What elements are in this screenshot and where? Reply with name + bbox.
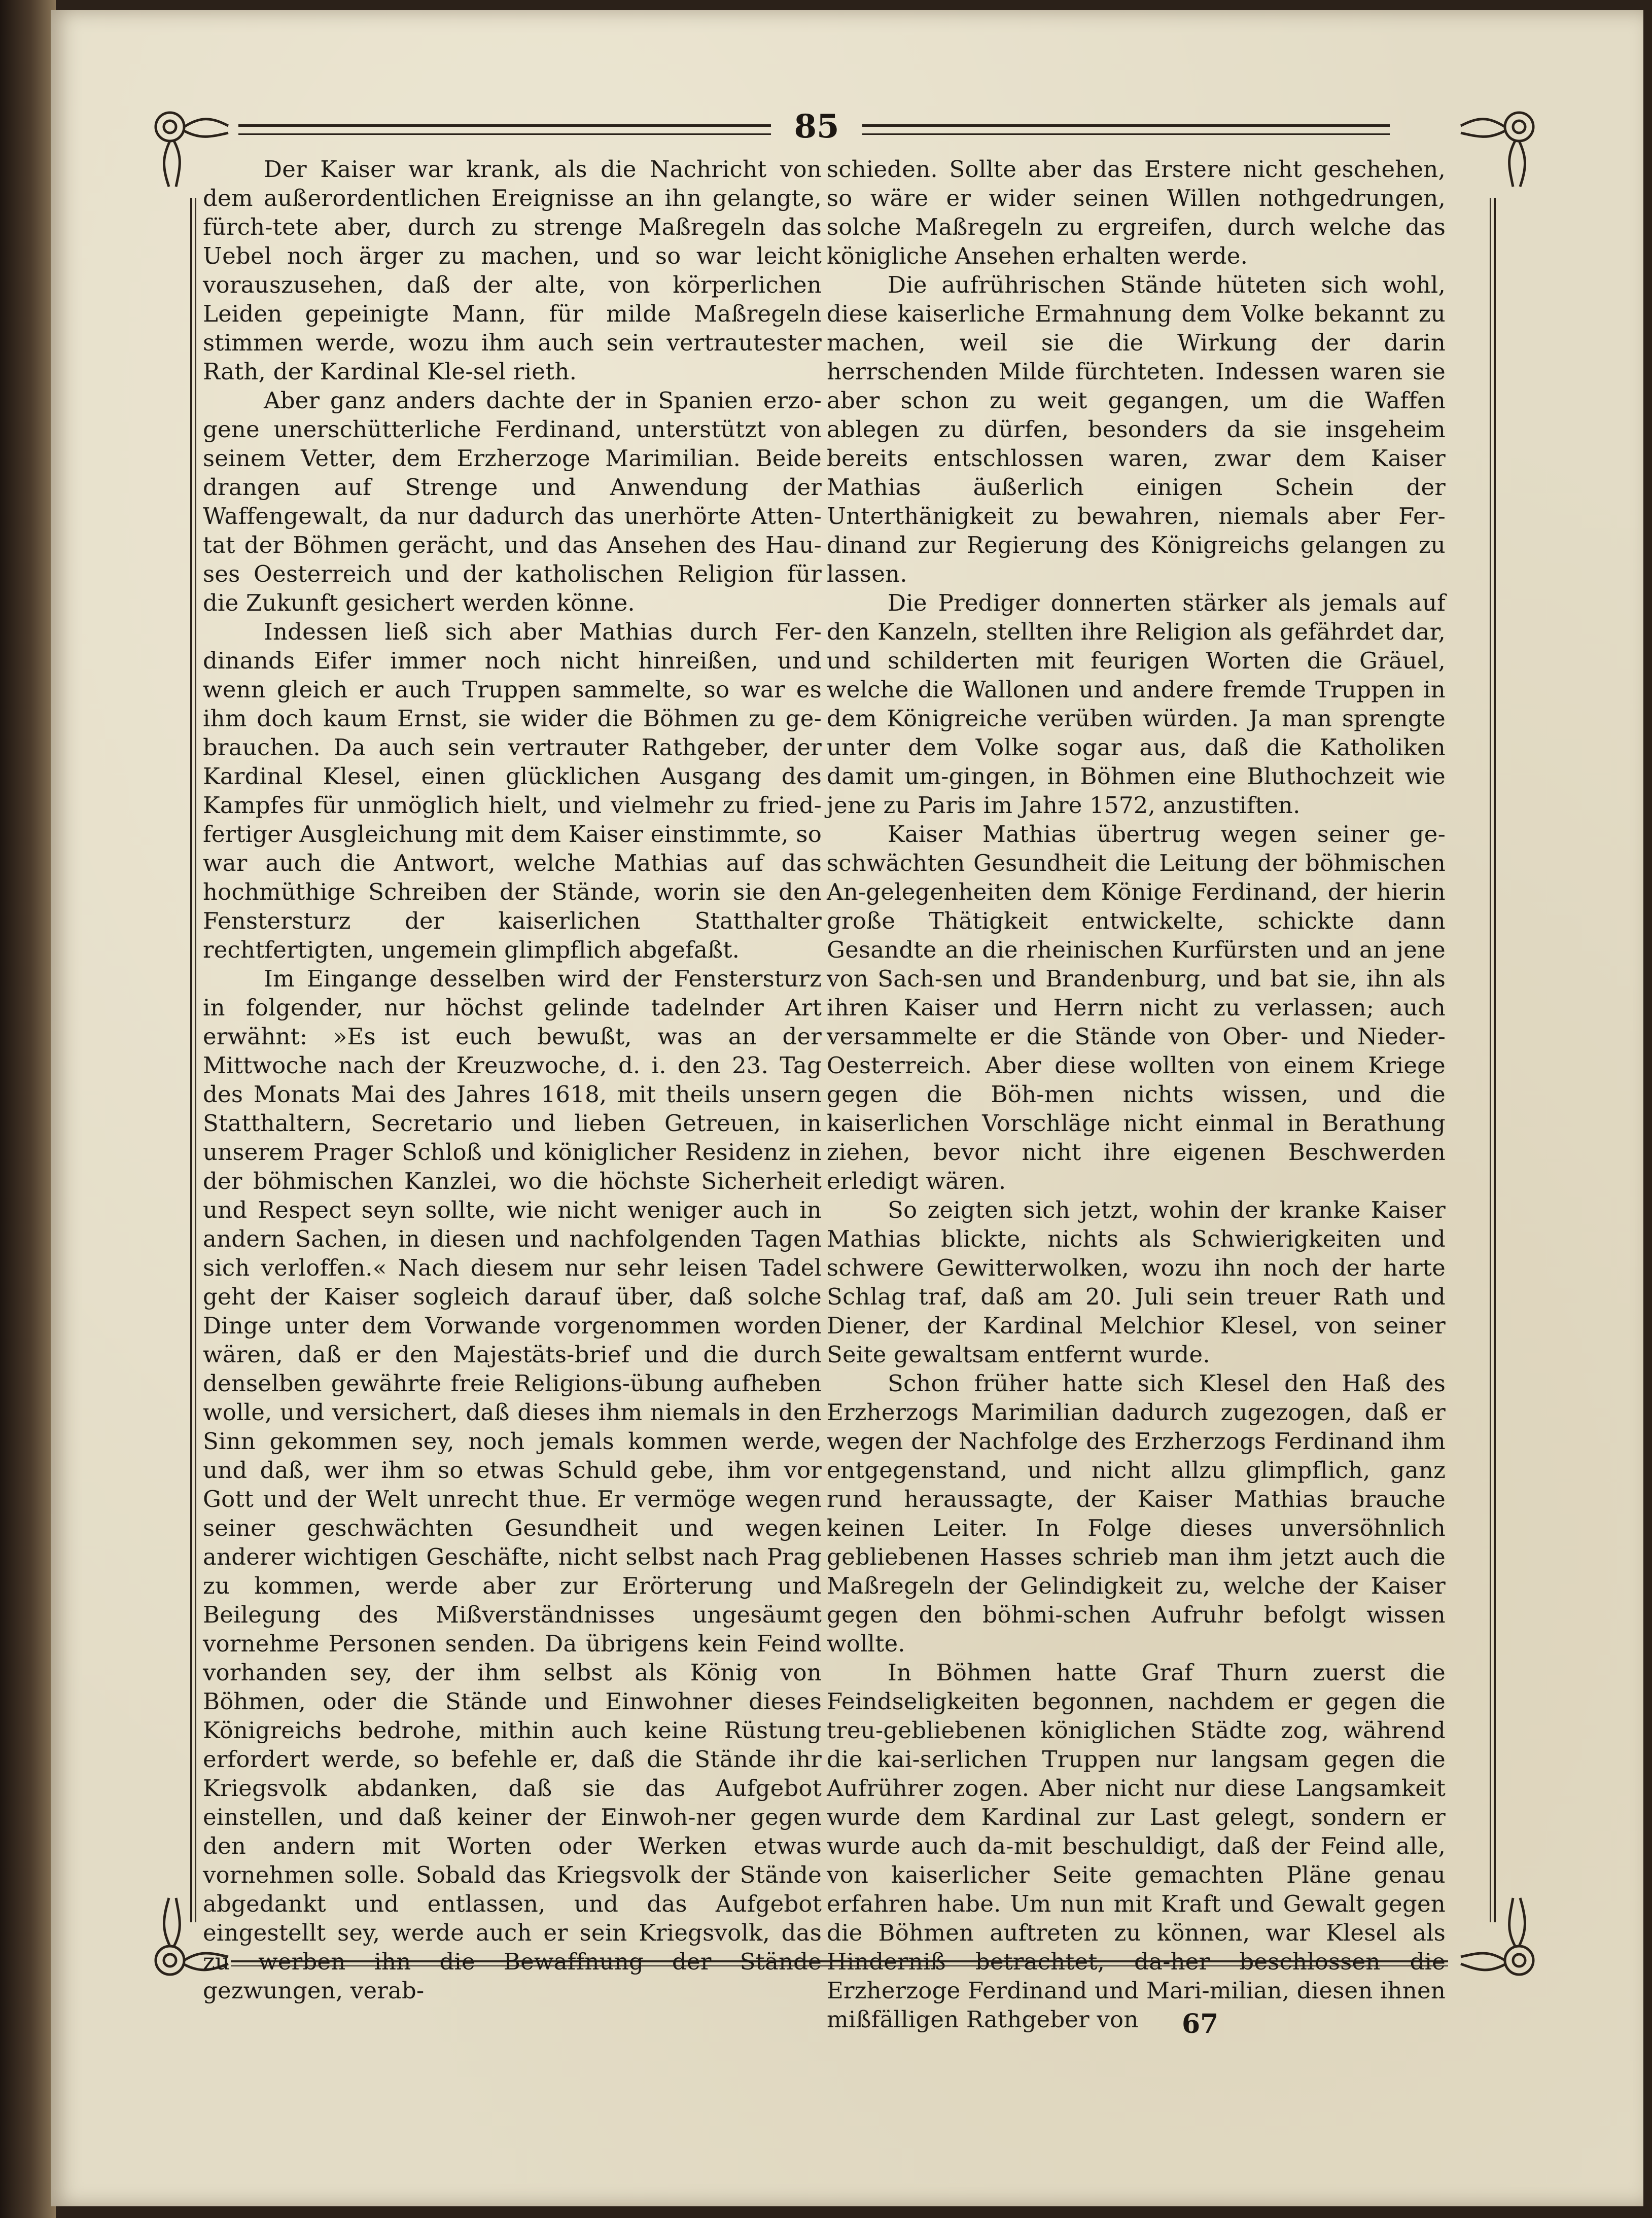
paragraph: Schon früher hatte sich Klesel den Haß des Erzherzogs Marimilian dadurch zugezogen, daß er wegen der Nachfolge des Erzherzogs Ferdinand ihm entgegenstand, und nicht allzu glimpflich, ganz rund heraussagte, der Kaiser Mathias brauche keinen Leiter. In Folge dieses unversöhnlich gebliebenen Hasses schrieb man ihm jetzt auch die Maßregeln der Gelindigkeit zu, welche der Kaiser gegen den böhmi-schen Aufruhr befolgt wissen wollte.: [827, 1370, 1446, 1657]
paragraph: So zeigten sich jetzt, wohin der kranke Kaiser Mathias blickte, nichts als Schwierigkeiten und schwere Gewitterwolken, wozu ihn noch der harte Schlag traf, daß am 20. Juli sein treuer Rath und Diener, der Kardinal Melchior Klesel, von seiner Seite gewaltsam entfernt wurde.: [827, 1196, 1446, 1368]
frame-line-right: [1494, 198, 1496, 1922]
frame-line-left: [190, 198, 192, 1922]
paragraph: Die aufrührischen Stände hüteten sich wohl, diese kaiserliche Ermahnung dem Volke bekannt zu machen, weil sie die Wirkung der darin herrschenden Milde fürchteten. Indessen waren sie aber schon zu weit gegangen, um die Waffen ablegen zu dürfen, besonders da sie insgeheim bereits entschlossen waren, zwar dem Kaiser Mathias äußerlich einigen Schein der Unterthänigkeit zu bewahren, niemals aber Fer-dinand zur Regierung des Königreichs gelangen zu lassen.: [827, 271, 1446, 587]
header-rule-right-thin: [862, 133, 1390, 135]
text-column-left: [203, 155, 822, 2004]
paragraph-continued: schieden. Sollte aber das Erstere nicht geschehen, so wäre er wider seinen Willen nothgedrungen, solche Maßregeln zu ergreifen, durch welche das königliche Ansehen erhalten werde.: [827, 156, 1446, 269]
paragraph: Kaiser Mathias übertrug wegen seiner ge-schwächten Gesundheit die Leitung der böhmischen An-gelegenheiten dem Könige Ferdinand, der hierin große Thätigkeit entwickelte, schickte dann Gesandte an die rheinischen Kurfürsten und an jene von Sach-sen und Brandenburg, und bat sie, ihn als ihren Kaiser und Herrn nicht zu verlassen; auch versammelte er die Stände von Ober- und Nieder-Oesterreich. Aber diese wollten von einem Kriege gegen die Böh-men nichts wissen, und die kaiserlichen Vorschläge nicht einmal in Berathung ziehen, bevor nicht ihre eigenen Beschwerden erledigt wären.: [827, 821, 1446, 1194]
book-page: [51, 10, 1643, 2206]
paragraph: Die Prediger donnerten stärker als jemals auf den Kanzeln, stellten ihre Religion als gefährdet dar, und schilderten mit feurigen Worten die Gräuel, welche die Wallonen und andere fremde Truppen in dem Königreiche verüben würden. Ja man sprengte unter dem Volke sogar aus, daß die Katholiken damit um-gingen, in Böhmen eine Bluthochzeit wie jene zu Paris im Jahre 1572, anzustiften.: [827, 589, 1446, 819]
header-rule-right: [862, 124, 1390, 127]
frame-line-right-inner: [1490, 198, 1491, 1922]
page-number: 85: [794, 108, 839, 146]
paragraph: Indessen ließ sich aber Mathias durch Fer-dinands Eifer immer noch nicht hinreißen, und wenn gleich er auch Truppen sammelte, so war es ihm doch kaum Ernst, sie wider die Böhmen zu ge-brauchen. Da auch sein vertrauter Rathgeber, der Kardinal Klesel, einen glücklichen Ausgang des Kampfes für unmöglich hielt, und vielmehr zu fried-fertiger Ausgleichung mit dem Kaiser einstimmte, so war auch die Antwort, welche Mathias auf das hochmüthige Schreiben der Stände, worin sie den Fenstersturz der kaiserlichen Statthalter rechtfertigten, ungemein glimpflich abgefaßt.: [203, 618, 822, 963]
corner-ornament-bottom-right: [1458, 1897, 1544, 1983]
header-rule-left-thin: [238, 133, 771, 135]
paragraph: Der Kaiser war krank, als die Nachricht von dem außerordentlichen Ereignisse an ihn gelangte, fürch-tete aber, durch zu strenge Maßregeln das Uebel noch ärger zu machen, und so war leicht vorauszusehen, daß der alte, von körperlichen Leiden gepeinigte Mann, für milde Maßregeln stimmen werde, wozu ihm auch sein vertrautester Rath, der Kardinal Kle-sel rieth.: [203, 156, 822, 385]
corner-ornament-top-right: [1458, 101, 1544, 188]
header-rule-left: [238, 124, 771, 127]
paragraph: Aber ganz anders dachte der in Spanien erzo-gene unerschütterliche Ferdinand, unterstützt von seinem Vetter, dem Erzherzoge Marimilian. Beide drangen auf Strenge und Anwendung der Waffengewalt, da nur dadurch das unerhörte Atten-tat der Böhmen gerächt, und das Ansehen des Hau-ses Oesterreich und der katholischen Religion für die Zukunft gesichert werden könne.: [203, 387, 822, 616]
signature-number: 67: [1182, 2009, 1219, 2039]
frame-line-left-inner: [195, 198, 196, 1922]
page-header: [188, 99, 1456, 155]
book-gutter: [0, 0, 56, 2218]
paragraph: In Böhmen hatte Graf Thurn zuerst die Feindseligkeiten begonnen, nachdem er gegen die treu-gebliebenen königlichen Städte zog, während die kai-serlichen Truppen nur langsam gegen die Aufrührer zogen. Aber nicht nur diese Langsamkeit wurde dem Kardinal zur Last gelegt, sondern er wurde auch da-mit beschuldigt, daß der Feind alle, von kaiserlicher Seite gemachten Pläne genau erfahren habe. Um nun mit Kraft und Gewalt gegen die Böhmen auftreten zu können, war Klesel als Hinderniß betrachtet, da-her beschlossen die Erzherzoge Ferdinand und Mari-milian, diesen ihnen mißfälligen Rathgeber von: [827, 1659, 1446, 2033]
paragraph: Im Eingange desselben wird der Fenstersturz in folgender, nur höchst gelinde tadelnder Art erwähnt: »Es ist euch bewußt, was an der Mittwoche nach der Kreuzwoche, d. i. den 23. Tag des Monats Mai des Jahres 1618, mit theils unsern Statthaltern, Secretario und lieben Getreuen, in unserem Prager Schloß und königlicher Residenz in der böhmischen Kanzlei, wo die höchste Sicherheit und Respect seyn sollte, wie nicht weniger auch in andern Sachen, in diesen und nachfolgenden Tagen sich verloffen.« Nach diesem nur sehr leisen Tadel geht der Kaiser sogleich darauf über, daß solche Dinge unter dem Vorwande vorgenommen worden wären, daß er den Majestäts-brief und die durch denselben gewährte freie Religions-übung aufheben wolle, und versichert, daß dieses ihm niemals in den Sinn gekommen sey, noch jemals kommen werde, und daß, wer ihm so etwas Schuld gebe, ihm vor Gott und der Welt unrecht thue. Er vermöge wegen seiner geschwächten Gesundheit und wegen anderer wichtigen Geschäfte, nicht selbst nach Prag zu kommen, werde aber zur Erörterung und Beilegung des Mißverständnisses ungesäumt vornehme Personen senden. Da übrigens kein Feind vorhanden sey, der ihm selbst als König von Böhmen, oder die Stände und Einwohner dieses Königreichs bedrohe, mithin auch keine Rüstung erfordert werde, so befehle er, daß die Stände ihr Kriegsvolk abdanken, daß sie das Aufgebot einstellen, und daß keiner der Einwoh-ner gegen den andern mit Worten oder Werken etwas vornehmen solle. Sobald das Kriegsvolk der Stände abgedankt und entlassen, und das Aufgebot eingestellt sey, werde auch er sein Kriegsvolk, das zu werben ihn die Bewaffnung der Stände gezwungen, verab-: [203, 965, 822, 2004]
